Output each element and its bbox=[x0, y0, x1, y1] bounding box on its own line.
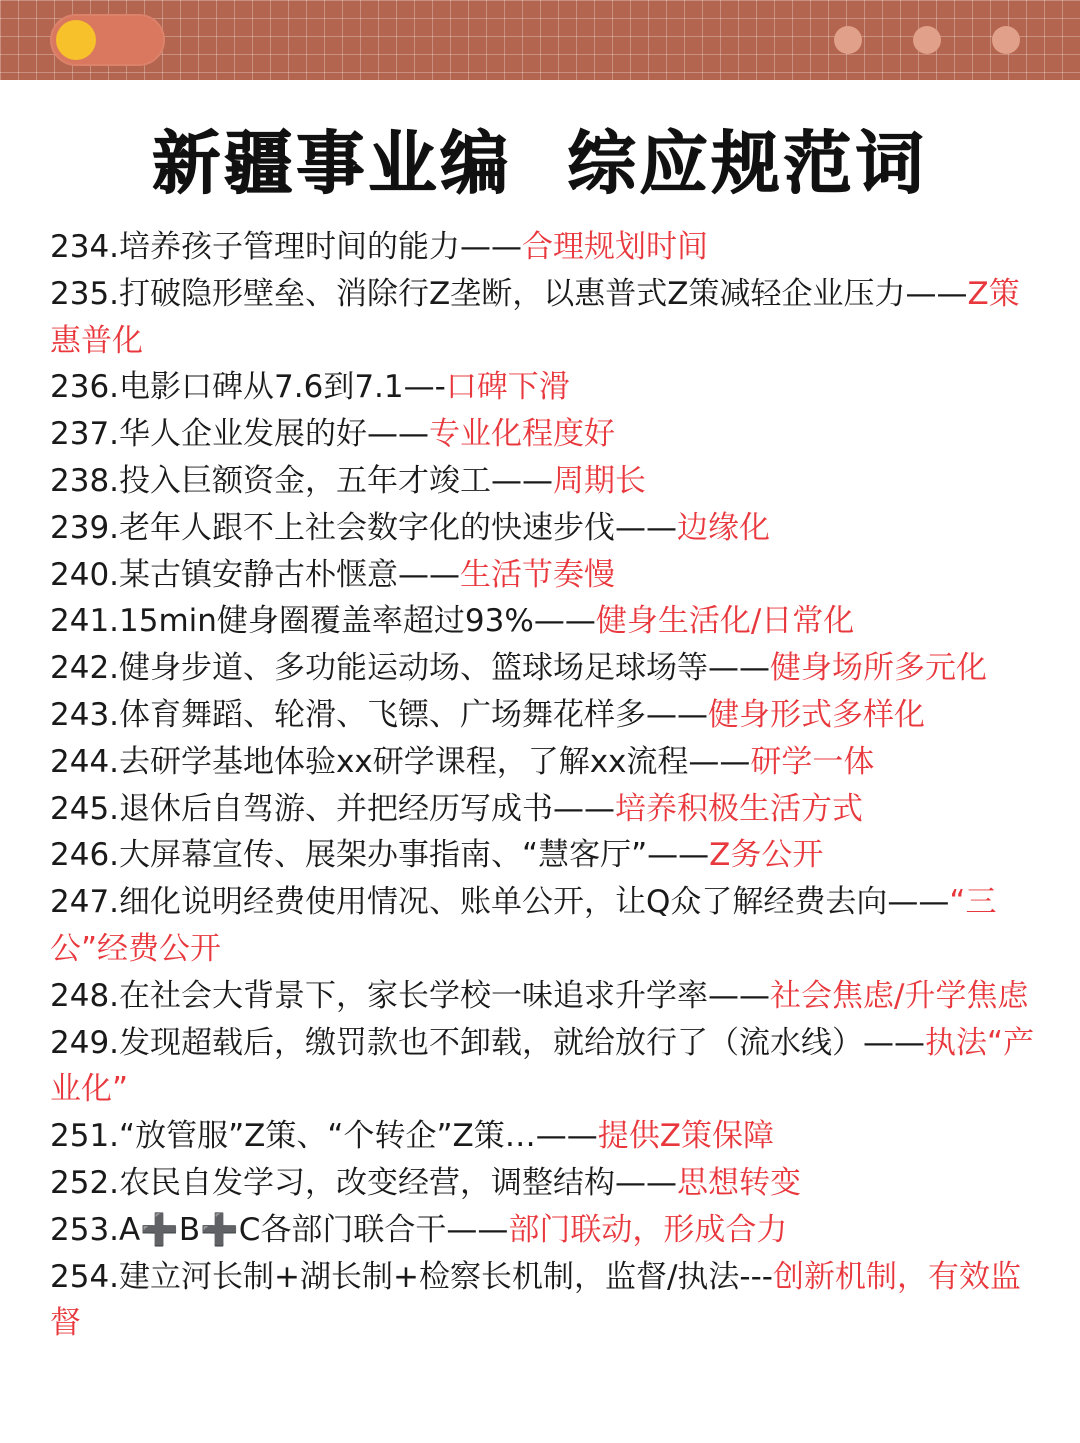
list-item bbox=[50, 879, 1035, 973]
entry-term: 健身形式多样化 bbox=[708, 696, 926, 733]
entry-term: 口碑下滑 bbox=[445, 369, 570, 406]
entry-description: 236.电影口碑从7.6到7.1—- bbox=[50, 369, 446, 406]
term-list bbox=[50, 224, 1035, 1347]
entry-description: 248.在社会大背景下，家长学校一味追求升学率—— bbox=[50, 977, 771, 1014]
list-item bbox=[50, 1020, 1035, 1114]
entry-term: 生活节奏慢 bbox=[460, 556, 616, 593]
entry-term: 健身场所多元化 bbox=[770, 650, 988, 687]
list-item bbox=[50, 598, 1035, 645]
list-item bbox=[50, 364, 1035, 411]
entry-term: 边缘化 bbox=[677, 509, 771, 546]
list-item bbox=[50, 552, 1035, 599]
entry-description: 240.某古镇安静古朴惬意—— bbox=[50, 556, 461, 593]
entry-description: 245.退休后自驾游、并把经历写成书—— bbox=[50, 790, 616, 827]
page-title: 新疆事业编 综应规范词 bbox=[152, 125, 928, 204]
entry-term: 提供Z策保障 bbox=[597, 1118, 774, 1155]
dot-decoration bbox=[834, 26, 862, 54]
list-item bbox=[50, 1113, 1035, 1160]
entry-term: Z策惠普化 bbox=[50, 275, 1020, 359]
list-item bbox=[50, 692, 1035, 739]
list-item bbox=[50, 1160, 1035, 1207]
entry-description: 239.老年人跟不上社会数字化的快速步伐—— bbox=[50, 509, 678, 546]
dot-decoration bbox=[913, 26, 941, 54]
entry-term: 合理规划时间 bbox=[522, 229, 709, 265]
entry-term: 培养积极生活方式 bbox=[615, 790, 864, 827]
list-item bbox=[50, 224, 1035, 271]
toggle-knob-decoration bbox=[56, 20, 96, 60]
entry-description: 238.投入巨额资金，五年才竣工—— bbox=[50, 462, 554, 499]
entry-description: 249.发现超载后，缴罚款也不卸载，就给放行了（流水线）—— bbox=[50, 1024, 926, 1061]
entry-description: 234.培养孩子管理时间的能力—— bbox=[50, 229, 523, 265]
entry-term: 周期长 bbox=[553, 462, 647, 499]
list-item bbox=[50, 739, 1035, 786]
decorative-grid-header bbox=[0, 0, 1080, 80]
list-item bbox=[50, 786, 1035, 833]
list-item bbox=[50, 411, 1035, 458]
entry-term: “三公”经费公开 bbox=[50, 884, 997, 967]
entry-description: 237.华人企业发展的好—— bbox=[50, 416, 430, 453]
entry-description: 254.建立河长制+湖长制+检察长机制，监督/执法--- bbox=[50, 1258, 773, 1295]
entry-term: 部门联动，形成合力 bbox=[508, 1211, 788, 1248]
entry-term: 创新机制，有效监督 bbox=[50, 1258, 1021, 1342]
entry-description: 247.细化说明经费使用情况、账单公开，让Q众了解经费去向—— bbox=[50, 884, 950, 921]
list-item bbox=[50, 973, 1035, 1020]
entry-description: 243.体育舞蹈、轮滑、飞镖、广场舞花样多—— bbox=[50, 696, 709, 733]
entry-term: 执法“产业化” bbox=[50, 1024, 1035, 1108]
entry-term: 健身生活化/日常化 bbox=[595, 603, 855, 640]
list-item bbox=[50, 832, 1035, 879]
entry-description: 241.15min健身圈覆盖率超过93%—— bbox=[50, 603, 596, 640]
list-item bbox=[50, 1254, 1035, 1348]
entry-description: 235.打破隐形壁垒、消除行Z垄断，以惠普式Z策减轻企业压力—— bbox=[50, 275, 968, 312]
entry-description: 253.A➕B➕C各部门联合干—— bbox=[50, 1211, 509, 1248]
list-item bbox=[50, 645, 1035, 692]
entry-term: 专业化程度好 bbox=[429, 416, 616, 453]
entry-description: 242.健身步道、多功能运动场、篮球场足球场等—— bbox=[50, 650, 771, 687]
entry-term: Z务公开 bbox=[709, 837, 824, 874]
list-item bbox=[50, 1207, 1035, 1254]
list-item bbox=[50, 271, 1035, 365]
entry-term: 社会焦虑/升学焦虑 bbox=[770, 977, 1029, 1014]
entry-description: 244.去研学基地体验xx研学课程，了解xx流程—— bbox=[50, 743, 751, 780]
list-item bbox=[50, 505, 1035, 552]
dot-decoration bbox=[992, 26, 1020, 54]
toggle-pill-decoration bbox=[50, 14, 165, 66]
entry-term: 思想转变 bbox=[677, 1164, 802, 1201]
entry-description: 251.“放管服”Z策、“个转企”Z策…—— bbox=[50, 1118, 598, 1155]
entry-description: 246.大屏幕宣传、展架办事指南、“慧客厅”—— bbox=[50, 837, 710, 874]
entry-description: 252.农民自发学习，改变经营，调整结构—— bbox=[50, 1164, 678, 1201]
entry-term: 研学一体 bbox=[750, 743, 875, 780]
list-item bbox=[50, 458, 1035, 505]
